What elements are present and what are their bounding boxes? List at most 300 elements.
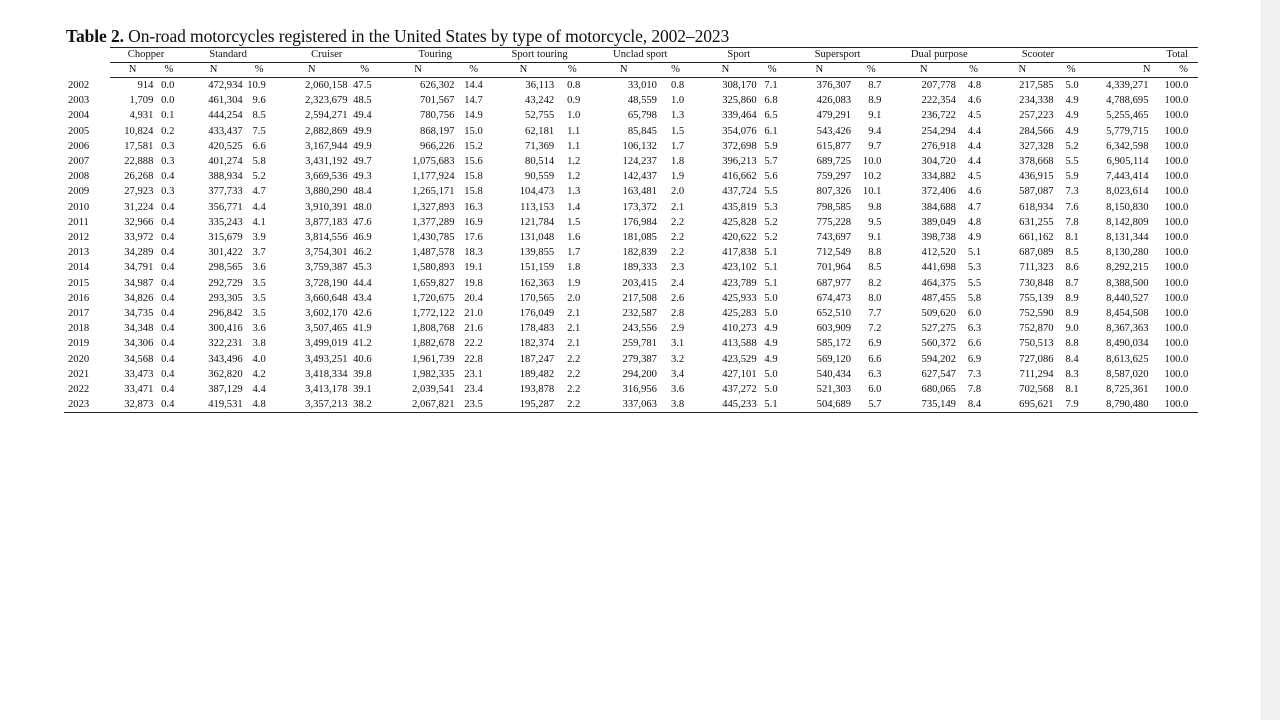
count-cell: 5,779,715	[1106, 125, 1149, 137]
table-row	[64, 336, 1198, 351]
table-row	[64, 78, 1198, 94]
table-row	[64, 352, 1198, 367]
count-cell: 34,306	[124, 338, 154, 350]
count-cell: 32,873	[110, 397, 156, 413]
percent-cell: 0.1	[161, 110, 175, 122]
count-cell: 711,323	[1019, 262, 1054, 274]
count-cell: 2,039,541	[412, 384, 455, 396]
count-cell: 730,848	[1019, 277, 1054, 289]
count-cell: 1,720,675	[412, 292, 455, 304]
percent-cell: 0.0	[161, 80, 175, 91]
count-cell: 34,568	[124, 353, 154, 365]
percent-cell: 9.4	[868, 125, 882, 137]
table-row	[64, 382, 1198, 397]
percent-cell: 8.2	[868, 277, 882, 289]
percent-cell: 100.0	[1164, 368, 1189, 380]
percent-cell: 5.2	[764, 232, 778, 244]
count-cell: 585,172	[816, 338, 852, 350]
count-cell: 33,471	[124, 384, 154, 396]
percent-cell: 100.0	[1164, 262, 1189, 274]
percent-cell: 100.0	[1164, 323, 1189, 335]
percent-cell: 46.9	[353, 232, 372, 244]
count-cell: 176,984	[622, 216, 657, 228]
count-cell: 106,132	[622, 140, 657, 152]
count-cell: 3,602,170	[305, 308, 348, 320]
percent-cell: 0.2	[161, 125, 175, 137]
vertical-scrollbar[interactable]	[1261, 0, 1280, 720]
percent-cell: 6.9	[868, 338, 882, 350]
count-cell: 396,213	[722, 156, 757, 168]
percent-cell: 100.0	[1164, 277, 1189, 289]
count-cell: 435,819	[722, 201, 757, 213]
percent-cell: 0.4	[161, 171, 175, 183]
count-cell: 142,437	[622, 171, 657, 183]
count-cell: 807,326	[816, 186, 852, 198]
percent-cell: 40.6	[353, 353, 372, 365]
count-cell: 626,302	[420, 80, 455, 91]
count-cell: 6,905,114	[1106, 156, 1149, 168]
percent-cell: 3.6	[252, 262, 266, 274]
percent-cell: 23.4	[464, 384, 483, 396]
count-cell: 712,549	[816, 247, 852, 259]
percent-cell: 100.0	[1164, 308, 1189, 320]
percent-cell: 6.3	[967, 323, 982, 335]
percent-cell: 5.1	[764, 247, 778, 259]
table-row	[64, 215, 1198, 230]
count-cell: 316,956	[622, 384, 657, 396]
count-cell: 914	[137, 80, 154, 91]
percent-cell: 22.2	[464, 338, 483, 350]
column-header-supersport: Supersport	[786, 48, 890, 63]
count-cell: 10,824	[124, 125, 154, 137]
count-cell: 631,255	[1019, 216, 1054, 228]
percent-cell: 1.8	[567, 262, 581, 274]
count-cell: 296,842	[208, 308, 243, 320]
count-cell: 193,878	[519, 384, 555, 396]
count-cell: 377,733	[208, 186, 243, 198]
percent-cell: 15.2	[464, 140, 483, 152]
count-cell: 3,431,192	[305, 156, 348, 168]
percent-cell: 0.4	[161, 262, 175, 274]
count-cell: 687,977	[816, 277, 852, 289]
percent-cell: 39.1	[353, 384, 372, 396]
count-cell: 423,789	[722, 277, 757, 289]
percent-cell: 21.0	[464, 308, 483, 320]
count-cell: 1,882,678	[412, 338, 455, 350]
percent-cell: 2.2	[567, 384, 581, 396]
table-row	[64, 291, 1198, 306]
count-cell: 176,049	[519, 308, 555, 320]
count-cell: 5,255,465	[1106, 110, 1149, 122]
percent-cell: 0.4	[161, 308, 175, 320]
percent-cell: 8.4	[958, 397, 989, 413]
column-header-dual-purpose: Dual purpose	[889, 48, 989, 63]
count-cell: 315,679	[208, 232, 243, 244]
count-cell: 780,756	[420, 110, 455, 122]
count-cell: 727,086	[1019, 353, 1054, 365]
percent-cell: 49.9	[353, 140, 372, 152]
year-cell: 2022	[68, 384, 90, 396]
count-cell: 427,101	[722, 368, 757, 380]
count-cell: 618,934	[1019, 201, 1054, 213]
count-cell: 308,170	[722, 80, 757, 91]
count-cell: 4,788,695	[1106, 95, 1149, 107]
table-row	[64, 230, 1198, 245]
percent-cell: 7.9	[1056, 397, 1087, 413]
percent-cell: 4.4	[252, 201, 266, 213]
percent-cell: 5.0	[764, 292, 778, 304]
count-cell: 33,473	[124, 368, 154, 380]
percent-cell: 100.0	[1164, 353, 1189, 365]
percent-cell: 5.1	[764, 262, 778, 274]
count-cell: 743,697	[816, 232, 852, 244]
percent-cell: 4.8	[967, 216, 982, 228]
percent-cell: 0.3	[161, 156, 175, 168]
count-cell: 420,622	[722, 232, 757, 244]
count-cell: 701,964	[816, 262, 852, 274]
percent-cell: 3.9	[252, 232, 266, 244]
count-cell: 234,338	[1019, 95, 1054, 107]
count-cell: 65,798	[627, 110, 657, 122]
percent-cell: 0.3	[161, 186, 175, 198]
year-cell: 2016	[68, 292, 90, 304]
percent-cell: 100.0	[1164, 156, 1189, 168]
count-cell: 627,547	[921, 368, 956, 380]
year-cell: 2012	[68, 232, 90, 244]
percent-cell: 5.0	[1065, 80, 1079, 91]
percent-cell: 2.0	[670, 186, 685, 198]
table-row	[64, 367, 1198, 382]
count-cell: 372,698	[722, 140, 757, 152]
percent-cell: 6.6	[967, 338, 982, 350]
count-cell: 412,520	[921, 247, 956, 259]
percent-cell: 7.6	[1065, 201, 1079, 213]
percent-cell: 5.9	[764, 140, 778, 152]
percent-cell: 0.4	[161, 277, 175, 289]
percent-cell: 1.2	[567, 156, 581, 168]
percent-cell: 4.9	[764, 323, 778, 335]
percent-cell: 5.0	[764, 308, 778, 320]
year-cell: 2017	[68, 308, 90, 320]
column-header-standard: Standard	[182, 48, 273, 63]
percent-cell: 7.3	[967, 368, 982, 380]
count-cell: 217,585	[1019, 80, 1054, 91]
percent-cell: 5.7	[764, 156, 778, 168]
percent-cell: 4.7	[252, 186, 266, 198]
percent-cell: 2.0	[567, 292, 581, 304]
percent-cell: 41.2	[353, 338, 372, 350]
percent-cell: 49.4	[353, 110, 372, 122]
count-cell: 426,083	[816, 95, 852, 107]
percent-cell: 4.2	[252, 368, 266, 380]
count-cell: 1,075,683	[412, 156, 455, 168]
count-cell: 6,342,598	[1106, 140, 1149, 152]
count-cell: 8,725,361	[1106, 384, 1149, 396]
percent-cell: 47.5	[353, 80, 372, 91]
count-cell: 376,307	[816, 80, 852, 91]
count-cell: 33,010	[627, 80, 657, 91]
percent-cell: 3.4	[670, 368, 685, 380]
percent-cell: 9.7	[868, 140, 882, 152]
percent-cell: 4.4	[967, 125, 982, 137]
percent-cell: 3.7	[252, 247, 266, 259]
count-cell: 413,588	[722, 338, 757, 350]
percent-cell: 1.9	[670, 171, 685, 183]
count-cell: 36,113	[525, 80, 555, 91]
table-row	[64, 397, 1198, 413]
percent-cell: 8.9	[1065, 308, 1079, 320]
percent-cell: 1.0	[670, 95, 685, 107]
year-cell: 2009	[68, 186, 90, 198]
year-cell: 2003	[68, 95, 90, 107]
count-cell: 257,223	[1019, 110, 1054, 122]
percent-cell: 0.0	[161, 95, 175, 107]
count-cell: 445,233	[692, 397, 758, 413]
count-cell: 259,781	[622, 338, 657, 350]
percent-cell: 9.1	[868, 232, 882, 244]
percent-cell: 14.7	[464, 95, 483, 107]
percent-cell: 23.1	[464, 368, 483, 380]
percent-cell: 4.9	[764, 338, 778, 350]
subheader-percent: %	[659, 63, 692, 78]
count-cell: 1,177,924	[412, 171, 455, 183]
percent-cell: 15.8	[464, 186, 483, 198]
percent-cell: 1.3	[567, 186, 581, 198]
column-header-sport-touring: Sport touring	[491, 48, 589, 63]
count-cell: 71,369	[525, 140, 555, 152]
percent-cell: 1.4	[567, 201, 581, 213]
count-cell: 26,268	[124, 171, 154, 183]
count-cell: 425,933	[722, 292, 757, 304]
percent-cell: 5.9	[1065, 171, 1079, 183]
percent-cell: 42.6	[353, 308, 372, 320]
year-cell: 2002	[68, 79, 90, 91]
table-row	[64, 306, 1198, 321]
count-cell: 509,620	[921, 308, 956, 320]
count-cell: 594,202	[921, 353, 956, 365]
percent-cell: 2.2	[567, 353, 581, 365]
year-cell: 2019	[68, 338, 90, 350]
percent-cell: 5.5	[764, 186, 778, 198]
count-cell: 711,294	[1019, 368, 1054, 380]
percent-cell: 7.5	[252, 125, 266, 137]
count-cell: 170,565	[519, 292, 555, 304]
percent-cell: 4.9	[1065, 110, 1079, 122]
column-header-chopper: Chopper	[110, 48, 183, 63]
count-cell: 436,915	[1019, 171, 1054, 183]
percent-cell: 100.0	[1164, 338, 1189, 350]
count-cell: 687,089	[1019, 247, 1054, 259]
count-cell: 236,722	[921, 110, 956, 122]
count-cell: 22,888	[124, 156, 154, 168]
count-cell: 31,224	[124, 201, 154, 213]
subheader-n: N	[380, 63, 457, 78]
percent-cell: 48.5	[353, 95, 372, 107]
percent-cell: 4.4	[252, 384, 266, 396]
count-cell: 339,464	[722, 110, 757, 122]
subheader-percent: %	[1163, 63, 1198, 78]
column-header-scooter: Scooter	[989, 48, 1087, 63]
percent-cell: 22.8	[464, 353, 483, 365]
count-cell: 487,455	[921, 292, 956, 304]
year-cell: 2018	[68, 323, 90, 335]
table-row	[64, 169, 1198, 184]
subheader-n: N	[989, 63, 1055, 78]
percent-cell: 8.5	[868, 262, 882, 274]
count-cell: 113,153	[520, 201, 555, 213]
percent-cell: 0.4	[161, 292, 175, 304]
count-cell: 3,880,290	[305, 186, 348, 198]
count-cell: 1,265,171	[412, 186, 455, 198]
count-cell: 504,689	[786, 397, 853, 413]
count-cell: 322,231	[208, 338, 243, 350]
percent-cell: 4.6	[967, 95, 982, 107]
count-cell: 401,274	[208, 156, 243, 168]
table-number: Table 2.	[66, 26, 124, 46]
percent-cell: 5.3	[764, 201, 778, 213]
count-cell: 121,784	[519, 216, 555, 228]
year-cell: 2006	[68, 140, 90, 152]
percent-cell: 2.2	[670, 232, 685, 244]
percent-cell: 5.6	[764, 171, 778, 183]
percent-cell: 0.4	[161, 353, 175, 365]
count-cell: 1,709	[129, 95, 154, 107]
count-cell: 752,870	[1019, 323, 1054, 335]
percent-cell: 19.8	[464, 277, 483, 289]
percent-cell: 4.7	[967, 201, 982, 213]
count-cell: 444,254	[208, 110, 243, 122]
percent-cell: 100.0	[1164, 292, 1189, 304]
percent-cell: 3.1	[670, 338, 685, 350]
percent-cell: 1.7	[670, 140, 685, 152]
column-header-cruiser: Cruiser	[274, 48, 380, 63]
column-header-total: Total	[1087, 48, 1198, 63]
table-row	[64, 124, 1198, 139]
count-cell: 3,669,536	[305, 171, 348, 183]
count-cell: 615,877	[816, 140, 852, 152]
percent-cell: 8.9	[868, 95, 882, 107]
percent-cell: 6.8	[764, 95, 778, 107]
count-cell: 388,934	[208, 171, 243, 183]
subheader-percent: %	[1056, 63, 1087, 78]
percent-cell: 6.1	[764, 125, 778, 137]
percent-cell: 5.8	[967, 292, 982, 304]
percent-cell: 3.5	[252, 277, 266, 289]
count-cell: 334,882	[921, 171, 956, 183]
count-cell: 182,839	[622, 247, 657, 259]
count-cell: 674,473	[816, 292, 852, 304]
count-cell: 652,510	[816, 308, 852, 320]
count-cell: 48,559	[627, 95, 657, 107]
percent-cell: 9.5	[868, 216, 882, 228]
percent-cell: 0.4	[161, 384, 175, 396]
count-cell: 416,662	[722, 171, 757, 183]
percent-cell: 15.0	[464, 125, 483, 137]
percent-cell: 1.3	[670, 110, 685, 122]
table-row	[64, 108, 1198, 123]
percent-cell: 9.6	[252, 95, 266, 107]
count-cell: 735,149	[889, 397, 958, 413]
year-cell: 2021	[68, 368, 90, 380]
count-cell: 8,150,830	[1106, 201, 1149, 213]
count-cell: 8,130,280	[1106, 247, 1149, 259]
count-cell: 34,289	[124, 247, 154, 259]
year-cell: 2005	[68, 125, 90, 137]
subheader-n: N	[692, 63, 758, 78]
count-cell: 189,333	[622, 262, 657, 274]
count-cell: 701,567	[420, 95, 455, 107]
percent-cell: 6.9	[967, 353, 982, 365]
percent-cell: 6.6	[868, 353, 882, 365]
count-cell: 2,060,158	[305, 80, 348, 91]
percent-cell: 3.8	[252, 338, 266, 350]
percent-cell: 19.1	[464, 262, 483, 274]
subheader-percent: %	[245, 63, 274, 78]
subheader-percent: %	[456, 63, 490, 78]
count-cell: 1,808,768	[412, 323, 455, 335]
percent-cell: 6.5	[764, 110, 778, 122]
percent-cell: 100.0	[1164, 80, 1189, 91]
count-cell: 1,327,893	[412, 201, 455, 213]
year-cell: 2014	[68, 262, 90, 274]
percent-cell: 1.8	[670, 156, 685, 168]
percent-cell: 3.5	[252, 308, 266, 320]
count-cell: 189,482	[519, 368, 555, 380]
motorcycle-registration-table	[64, 47, 1198, 413]
count-cell: 8,292,215	[1106, 262, 1149, 274]
percent-cell: 0.3	[161, 140, 175, 152]
percent-cell: 8.7	[868, 80, 882, 91]
count-cell: 8,613,625	[1106, 353, 1149, 365]
year-subheader-cell	[64, 63, 110, 78]
percent-cell: 4.9	[764, 353, 778, 365]
percent-cell: 100.0	[1164, 384, 1189, 396]
percent-cell: 8.4	[1065, 353, 1079, 365]
count-cell: 32,966	[124, 216, 154, 228]
subheader-percent: %	[155, 63, 182, 78]
count-cell: 4,931	[129, 110, 154, 122]
percent-cell: 4.0	[252, 353, 266, 365]
count-cell: 8,388,500	[1106, 277, 1149, 289]
percent-cell: 8.9	[1065, 292, 1079, 304]
count-cell: 378,668	[1019, 156, 1054, 168]
percent-cell: 17.6	[464, 232, 483, 244]
percent-cell: 2.6	[670, 292, 685, 304]
count-cell: 254,294	[921, 125, 956, 137]
count-cell: 3,418,334	[305, 368, 348, 380]
count-cell: 384,688	[921, 201, 956, 213]
percent-cell: 49.9	[353, 125, 372, 137]
count-cell: 34,987	[124, 277, 154, 289]
count-cell: 1,982,335	[412, 368, 455, 380]
count-cell: 3,493,251	[305, 353, 348, 365]
count-cell: 104,473	[519, 186, 555, 198]
count-cell: 131,048	[519, 232, 555, 244]
percent-cell: 2.2	[670, 216, 685, 228]
count-cell: 34,826	[124, 292, 154, 304]
percent-cell: 8.7	[1065, 277, 1079, 289]
percent-cell: 7.1	[764, 80, 778, 91]
percent-cell: 21.6	[464, 323, 483, 335]
count-cell: 8,490,034	[1106, 338, 1149, 350]
count-cell: 680,065	[921, 384, 956, 396]
percent-cell: 16.3	[464, 201, 483, 213]
table-row	[64, 154, 1198, 169]
percent-cell: 100.0	[1164, 140, 1189, 152]
count-cell: 775,228	[816, 216, 852, 228]
count-cell: 304,720	[921, 156, 956, 168]
percent-cell: 48.4	[353, 186, 372, 198]
